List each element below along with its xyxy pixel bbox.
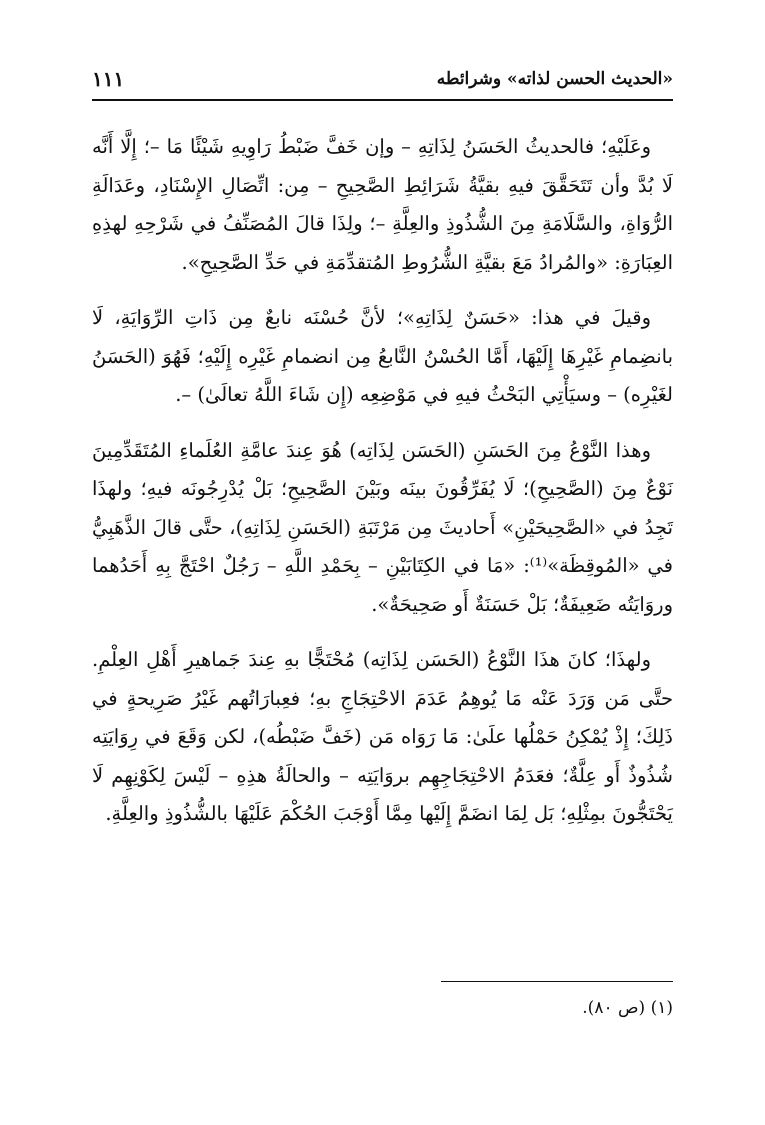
paragraph: وقيلَ في هذا: «حَسَنٌ لِذَاتِهِ»؛ لأنَّ حُسْنَه نابعٌ مِن ذَاتِ الرِّوَايَةِ، لَا بانضِمامِ غَيْرِهَا إِلَيْهَا، أَمَّا الحُسْنُ النَّابعُ مِن انضمامِ غَيْرِه إِلَيْهِ؛ فَهُوَ (الحَسَنُ لغَيْرِه) – وسيَأْتِي البَحْثُ فيهِ في مَوْضِعِه (إِن شَاءَ اللَّهُ تعالَىٰ) –.: [92, 306, 673, 406]
running-title: «الحديث الحسن لذاته» وشرائطه: [436, 69, 673, 89]
header-divider: [92, 99, 673, 101]
paragraph: ولهذَا؛ كانَ هذَا النَّوْعُ (الحَسَن لِذَاتِه) مُحْتَجًّا بهِ عِندَ جَماهيرِ أَهْلِ العِلْمِ. حتَّى مَن وَرَدَ عَنْه مَا يُوهِمُ عَدَمَ الاحْتِجَاجِ بهِ؛ فعِبارَاتُهم غَيْرُ صَرِيحةٍ في ذَلِكَ؛ إِذْ يُمْكِنُ حَمْلُها علَىٰ: مَا رَوَاه مَن (خَفَّ ضَبْطُه)، لكن وَقَعَ في رِوَايَتِه شُذُوذٌ أَو عِلَّةٌ؛ فعَدَمُ الاحْتِجَاجِهِم بروَايَتِه – والحالَةُ هذِهِ – لَيْسَ لِكَوْنِهِم لَا يَحْتَجُّونَ بمِثْلِهِ؛ بَل لِمَا انضَمَّ إِلَيْها مِمَّا أَوْجَبَ الحُكْمَ عَلَيْهَا بالشُّذُوذِ والعِلَّةِ.: [92, 648, 673, 825]
footnote-divider: [441, 981, 673, 982]
paragraph: وهذا النَّوْعُ مِنَ الحَسَنِ (الحَسَن لِذَاتِه) هُوَ عِندَ عامَّةِ العُلَماءِ المُتَقَدِّمِينَ نَوْعٌ مِنَ (الصَّحِيحِ)؛ لَا يُفَرِّقُونَ بينَه وبَيْنَ الصَّحِيحِ؛ بَلْ يُدْرِجُونَه فيهِ؛ ولهذَا تَجِدُ في «الصَّحِيحَيْنِ» أَحاديثَ مِن مَرْتَبَةِ (الحَسَنِ لِذَاتِهِ)، حتَّى قالَ الذَّهَبِيُّ في «المُوقِظَة»⁽¹⁾: «مَا في الكِتَابَيْنِ – بِحَمْدِ اللَّهِ – رَجُلٌ احْتَجَّ بِهِ أَحَدُهما وروَايَتُه ضَعِيفَةٌ؛ بَلْ حَسَنَةٌ أَو صَحِيحَةٌ».: [92, 438, 674, 616]
page-header: [92, 62, 673, 96]
main-text: [92, 128, 673, 851]
paragraph: وعَلَيْهِ؛ فالحديثُ الحَسَنُ لِذَاتِهِ – وإن خَفَّ ضَبْطُ رَاوِيهِ شَيْئًا مَا –؛ إِلَّا أَنَّه لَا بُدَّ وأن تَتَحَقَّقَ فيهِ بقيَّةُ شَرَائِطِ الصَّحِيحِ – مِن: اتِّصَالِ الإِسْنَادِ، وعَدَالَةِ الرُّوَاةِ، والسَّلَامَةِ مِنَ الشُّذُوذِ والعِلَّةِ –؛ ولِذَا قالَ المُصَنِّفُ في شَرْحِهِ لهذِهِ العِبَارَةِ: «والمُرادُ مَعَ بقيَّةِ الشُّرُوطِ المُتقدِّمَةِ في حَدِّ الصَّحِيحِ».: [92, 135, 673, 274]
page-number: ١١١: [92, 67, 125, 91]
footnote: (١) (ص ٨٠).: [582, 998, 673, 1018]
